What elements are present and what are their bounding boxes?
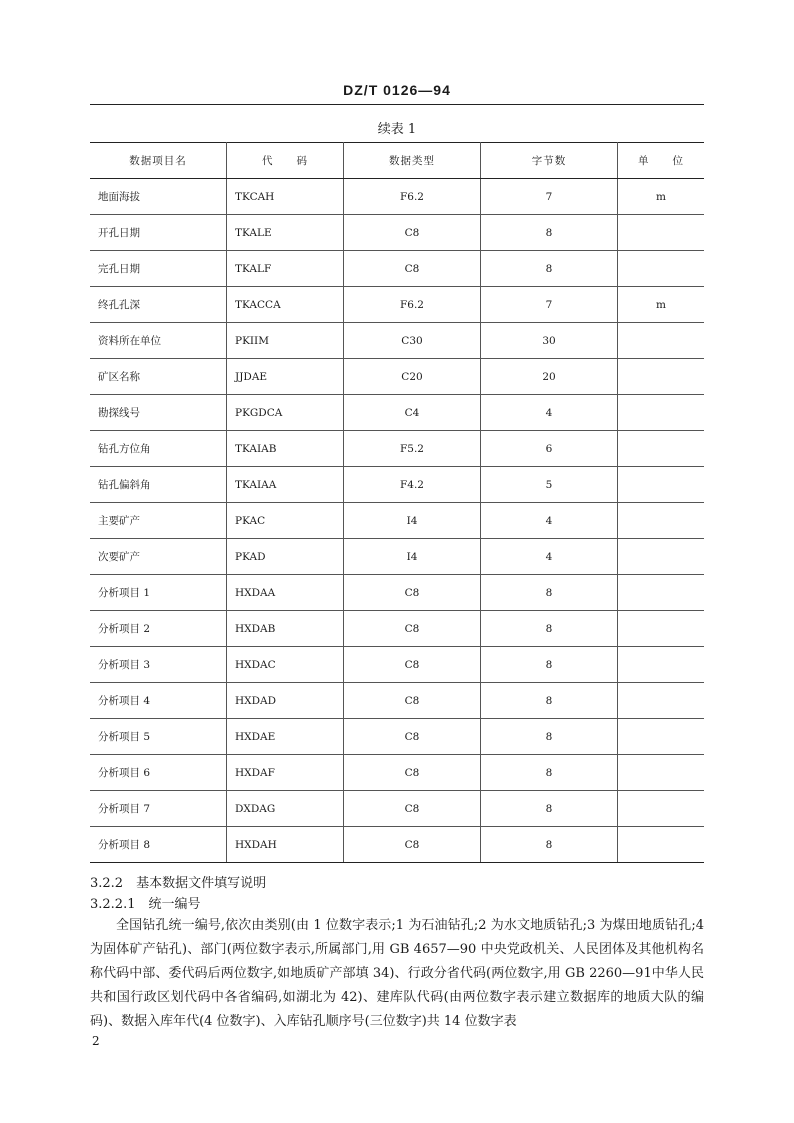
- cell-byte-count: 6: [481, 431, 618, 467]
- cell-data-type: F4.2: [344, 467, 481, 503]
- cell-code: HXDAE: [227, 719, 344, 755]
- cell-byte-count: 8: [481, 719, 618, 755]
- cell-code: PKGDCA: [227, 395, 344, 431]
- body-paragraph: 全国钻孔统一编号,依次由类别(由 1 位数字表示;1 为石油钻孔;2 为水文地质钻孔;3 为煤田地质钻孔;4 为固体矿产钻孔)、部门(两位数字表示,所属部门,用 GB 4657—90 中央党政机关、人民团体及其他机构名称代码中部、委代码后两位数字,如地质矿产部填 34)、行政分省代码(两位数字,用 GB 2260—91中华人民共和国行政区划代码中各省编码,如湖北为 42)、建库队代码(由两位数字表示建立数据库的地质大队的编码)、数据入库年代(4 位数字)、入库钻孔顺序号(三位数字)共 14 位数字表: [90, 918, 704, 1029]
- cell-code: JJDAE: [227, 359, 344, 395]
- table-row: [90, 719, 704, 755]
- cell-code: TKCAH: [227, 179, 344, 215]
- table-row: [90, 827, 704, 863]
- cell-code: PKAC: [227, 503, 344, 539]
- cell-item-name: 主要矿产: [90, 503, 227, 539]
- cell-unit: [618, 575, 705, 611]
- cell-item-name: 分析项目 4: [90, 683, 227, 719]
- cell-data-type: C8: [344, 647, 481, 683]
- cell-byte-count: 30: [481, 323, 618, 359]
- cell-byte-count: 7: [481, 179, 618, 215]
- cell-code: PKIIM: [227, 323, 344, 359]
- cell-byte-count: 8: [481, 611, 618, 647]
- column-header-unit: 单 位: [618, 143, 705, 179]
- cell-data-type: C8: [344, 575, 481, 611]
- table-caption: 续表 1: [377, 122, 417, 137]
- cell-unit: [618, 503, 705, 539]
- cell-data-type: C4: [344, 395, 481, 431]
- cell-byte-count: 7: [481, 287, 618, 323]
- cell-unit: [618, 395, 705, 431]
- cell-code: HXDAD: [227, 683, 344, 719]
- cell-item-name: 分析项目 7: [90, 791, 227, 827]
- cell-byte-count: 4: [481, 503, 618, 539]
- cell-code: HXDAA: [227, 575, 344, 611]
- cell-item-name: 次要矿产: [90, 539, 227, 575]
- table-row: [90, 395, 704, 431]
- cell-unit: [618, 467, 705, 503]
- cell-code: HXDAF: [227, 755, 344, 791]
- table-row: [90, 467, 704, 503]
- cell-code: TKALE: [227, 215, 344, 251]
- table-header-row: [90, 143, 704, 179]
- cell-unit: [618, 683, 705, 719]
- table-row: [90, 539, 704, 575]
- cell-unit: [618, 719, 705, 755]
- cell-item-name: 地面海拔: [90, 179, 227, 215]
- cell-byte-count: 8: [481, 215, 618, 251]
- cell-unit: [618, 611, 705, 647]
- cell-item-name: 开孔日期: [90, 215, 227, 251]
- cell-data-type: I4: [344, 539, 481, 575]
- table-body: [90, 179, 704, 863]
- cell-data-type: C8: [344, 719, 481, 755]
- cell-unit: [618, 359, 705, 395]
- cell-data-type: C8: [344, 251, 481, 287]
- cell-item-name: 矿区名称: [90, 359, 227, 395]
- standard-code-header: DZ/T 0126—94: [343, 82, 451, 98]
- cell-byte-count: 8: [481, 575, 618, 611]
- table-row: [90, 503, 704, 539]
- cell-unit: m: [618, 287, 705, 323]
- table-row: [90, 251, 704, 287]
- header-rule: [90, 104, 704, 105]
- cell-byte-count: 4: [481, 539, 618, 575]
- cell-code: TKAIAB: [227, 431, 344, 467]
- cell-data-type: C30: [344, 323, 481, 359]
- cell-unit: [618, 539, 705, 575]
- data-items-table: [90, 142, 704, 863]
- cell-unit: [618, 755, 705, 791]
- cell-data-type: C8: [344, 683, 481, 719]
- cell-code: HXDAC: [227, 647, 344, 683]
- cell-byte-count: 8: [481, 827, 618, 863]
- cell-code: DXDAG: [227, 791, 344, 827]
- table-row: [90, 647, 704, 683]
- cell-unit: [618, 215, 705, 251]
- table-row: [90, 323, 704, 359]
- cell-byte-count: 5: [481, 467, 618, 503]
- cell-item-name: 钻孔偏斜角: [90, 467, 227, 503]
- cell-byte-count: 4: [481, 395, 618, 431]
- cell-data-type: F6.2: [344, 287, 481, 323]
- cell-item-name: 分析项目 6: [90, 755, 227, 791]
- section-heading-3-2-2-1: 3.2.2.1 统一编号: [90, 897, 201, 912]
- cell-item-name: 资料所在单位: [90, 323, 227, 359]
- cell-byte-count: 8: [481, 791, 618, 827]
- table-row: [90, 575, 704, 611]
- cell-item-name: 分析项目 2: [90, 611, 227, 647]
- cell-data-type: I4: [344, 503, 481, 539]
- cell-code: TKAIAA: [227, 467, 344, 503]
- section-heading-3-2-2: 3.2.2 基本数据文件填写说明: [90, 876, 267, 891]
- cell-data-type: C8: [344, 755, 481, 791]
- table-row: [90, 611, 704, 647]
- table-row: [90, 431, 704, 467]
- cell-code: PKAD: [227, 539, 344, 575]
- cell-data-type: C8: [344, 611, 481, 647]
- column-header-item-name: 数据项目名: [90, 143, 227, 179]
- cell-byte-count: 8: [481, 683, 618, 719]
- cell-item-name: 钻孔方位角: [90, 431, 227, 467]
- cell-byte-count: 8: [481, 251, 618, 287]
- table-row: [90, 215, 704, 251]
- table-row: [90, 359, 704, 395]
- cell-data-type: C8: [344, 827, 481, 863]
- cell-unit: [618, 323, 705, 359]
- column-header-data-type: 数据类型: [344, 143, 481, 179]
- table-row: [90, 683, 704, 719]
- cell-unit: [618, 251, 705, 287]
- cell-code: HXDAB: [227, 611, 344, 647]
- cell-code: TKACCA: [227, 287, 344, 323]
- cell-data-type: C8: [344, 791, 481, 827]
- cell-data-type: F5.2: [344, 431, 481, 467]
- table-row: [90, 791, 704, 827]
- cell-unit: [618, 431, 705, 467]
- cell-unit: m: [618, 179, 705, 215]
- cell-byte-count: 8: [481, 755, 618, 791]
- cell-item-name: 勘探线号: [90, 395, 227, 431]
- table-row: [90, 287, 704, 323]
- cell-unit: [618, 827, 705, 863]
- cell-item-name: 终孔孔深: [90, 287, 227, 323]
- cell-data-type: C8: [344, 215, 481, 251]
- column-header-byte-count: 字节数: [481, 143, 618, 179]
- cell-data-type: C20: [344, 359, 481, 395]
- cell-byte-count: 20: [481, 359, 618, 395]
- cell-unit: [618, 791, 705, 827]
- cell-item-name: 完孔日期: [90, 251, 227, 287]
- cell-code: TKALF: [227, 251, 344, 287]
- column-header-code: 代 码: [227, 143, 344, 179]
- cell-byte-count: 8: [481, 647, 618, 683]
- cell-unit: [618, 647, 705, 683]
- cell-item-name: 分析项目 8: [90, 827, 227, 863]
- cell-code: HXDAH: [227, 827, 344, 863]
- table-row: [90, 755, 704, 791]
- cell-item-name: 分析项目 5: [90, 719, 227, 755]
- page-number: 2: [92, 1034, 100, 1048]
- table-row: [90, 179, 704, 215]
- cell-item-name: 分析项目 1: [90, 575, 227, 611]
- cell-item-name: 分析项目 3: [90, 647, 227, 683]
- cell-data-type: F6.2: [344, 179, 481, 215]
